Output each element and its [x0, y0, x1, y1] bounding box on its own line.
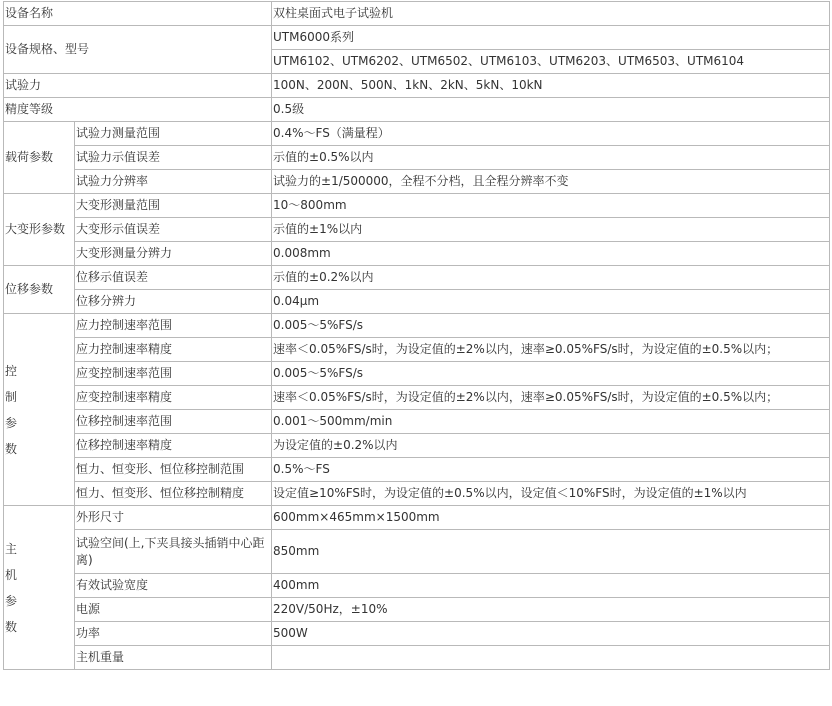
row-value: 400mm	[272, 574, 830, 598]
row-label: 主机重量	[75, 646, 272, 670]
row-value: 0.5级	[272, 98, 830, 122]
row-value: 设定值≥10%FS时，为设定值的±0.5%以内，设定值＜10%FS时，为设定值的±1%以内	[272, 482, 830, 506]
row-value: UTM6000系列	[272, 26, 830, 50]
row-label: 精度等级	[4, 98, 272, 122]
table-row	[4, 2, 830, 26]
row-value: 850mm	[272, 530, 830, 574]
row-label: 位移控制速率范围	[75, 410, 272, 434]
table-row	[4, 362, 830, 386]
row-label: 应变控制速率范围	[75, 362, 272, 386]
table-row	[4, 482, 830, 506]
row-value: 示值的±0.2%以内	[272, 266, 830, 290]
row-value: 500W	[272, 622, 830, 646]
row-label: 外形尺寸	[75, 506, 272, 530]
table-row	[4, 338, 830, 362]
row-value: 600mm×465mm×1500mm	[272, 506, 830, 530]
table-row	[4, 194, 830, 218]
row-value: 0.005～5%FS/s	[272, 314, 830, 338]
group-label-text: 主机参数	[5, 541, 18, 634]
table-row	[4, 506, 830, 530]
row-label: 电源	[75, 598, 272, 622]
table-row	[4, 98, 830, 122]
table-row	[4, 530, 830, 574]
row-label: 试验力示值误差	[75, 146, 272, 170]
row-label: 应变控制速率精度	[75, 386, 272, 410]
row-label: 应力控制速率精度	[75, 338, 272, 362]
row-value: 试验力的±1/500000，全程不分档，且全程分辨率不变	[272, 170, 830, 194]
row-label: 应力控制速率范围	[75, 314, 272, 338]
row-label: 设备名称	[4, 2, 272, 26]
group-label: 载荷参数	[4, 122, 75, 194]
row-label: 位移控制速率精度	[75, 434, 272, 458]
row-label: 设备规格、型号	[4, 26, 272, 74]
table-row	[4, 646, 830, 670]
row-label: 试验力测量范围	[75, 122, 272, 146]
row-label: 恒力、恒变形、恒位移控制范围	[75, 458, 272, 482]
group-label	[4, 314, 75, 506]
table-row	[4, 622, 830, 646]
row-value: 0.4%～FS（满量程）	[272, 122, 830, 146]
group-label: 位移参数	[4, 266, 75, 314]
table-row	[4, 386, 830, 410]
table-row	[4, 74, 830, 98]
row-value: 速率＜0.05%FS/s时，为设定值的±2%以内，速率≥0.05%FS/s时，为设定值的±0.5%以内；	[272, 338, 830, 362]
row-value	[272, 646, 830, 670]
row-label: 大变形示值误差	[75, 218, 272, 242]
row-value: 0.001～500mm/min	[272, 410, 830, 434]
group-label: 大变形参数	[4, 194, 75, 266]
table-row	[4, 290, 830, 314]
table-row	[4, 434, 830, 458]
row-value: 100N、200N、500N、1kN、2kN、5kN、10kN	[272, 74, 830, 98]
table-row	[4, 598, 830, 622]
table-row	[4, 146, 830, 170]
row-value: 示值的±0.5%以内	[272, 146, 830, 170]
row-label: 试验力	[4, 74, 272, 98]
row-value: 0.008mm	[272, 242, 830, 266]
group-label-text: 控制参数	[5, 363, 18, 456]
row-label: 恒力、恒变形、恒位移控制精度	[75, 482, 272, 506]
row-label: 试验力分辨率	[75, 170, 272, 194]
table-row	[4, 26, 830, 50]
table-row	[4, 458, 830, 482]
table-row	[4, 314, 830, 338]
row-label: 有效试验宽度	[75, 574, 272, 598]
row-label: 大变形测量分辨力	[75, 242, 272, 266]
row-value: 示值的±1%以内	[272, 218, 830, 242]
row-label: 位移分辨力	[75, 290, 272, 314]
table-row	[4, 574, 830, 598]
row-value: 220V/50Hz，±10%	[272, 598, 830, 622]
row-label: 大变形测量范围	[75, 194, 272, 218]
row-value: 10～800mm	[272, 194, 830, 218]
row-value: 双柱桌面式电子试验机	[272, 2, 830, 26]
row-label: 试验空间(上,下夹具接头插销中心距离)	[75, 530, 272, 574]
table-row	[4, 218, 830, 242]
table-row	[4, 410, 830, 434]
row-value: 0.5%～FS	[272, 458, 830, 482]
row-value: UTM6102、UTM6202、UTM6502、UTM6103、UTM6203、UTM6503、UTM6104	[272, 50, 830, 74]
row-value: 速率＜0.05%FS/s时，为设定值的±2%以内，速率≥0.05%FS/s时，为设定值的±0.5%以内；	[272, 386, 830, 410]
table-row	[4, 266, 830, 290]
row-value: 为设定值的±0.2%以内	[272, 434, 830, 458]
group-label	[4, 506, 75, 670]
row-value: 0.005～5%FS/s	[272, 362, 830, 386]
table-row	[4, 170, 830, 194]
table-row	[4, 242, 830, 266]
row-label: 位移示值误差	[75, 266, 272, 290]
row-value: 0.04μm	[272, 290, 830, 314]
row-label: 功率	[75, 622, 272, 646]
table-row	[4, 122, 830, 146]
spec-table	[3, 1, 830, 670]
